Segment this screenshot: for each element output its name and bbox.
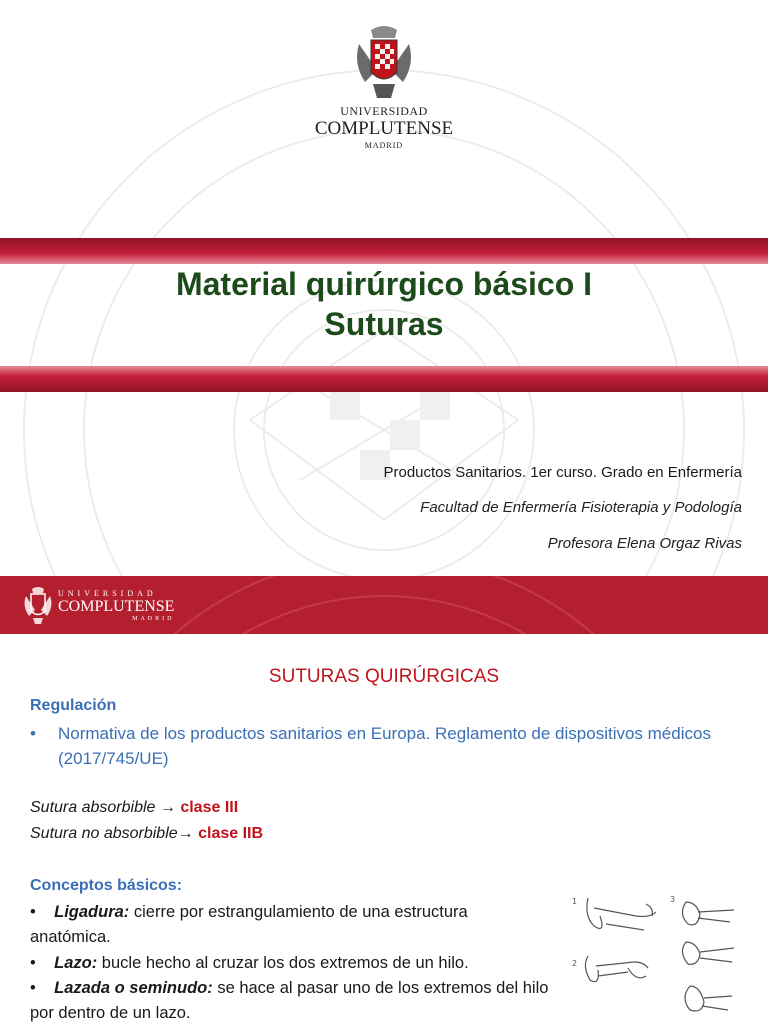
absorbable-label: Sutura absorbible <box>30 799 156 816</box>
bullet-icon: • <box>30 724 36 743</box>
regulation-bullet-text: Normativa de los productos sanitarios en Europa. Reglamento de dispositivos médicos (2017/745/UE) <box>58 724 711 768</box>
university-crest-icon <box>351 24 417 102</box>
header-logo-line3: MADRID <box>132 616 175 622</box>
university-crest-small-icon <box>22 586 54 626</box>
regulation-heading: Regulación <box>30 697 117 714</box>
concept-text: se hace al pasar uno de los extremos del hilo por dentro de un lazo. <box>30 979 549 1022</box>
bullet-icon: • <box>30 903 36 921</box>
header-logo-line1: UNIVERSIDAD <box>58 589 157 598</box>
concept-text: cierre por estrangulamiento de una estructura anatómica. <box>30 903 468 946</box>
non-absorbable-label: Sutura no absorbible <box>30 825 178 842</box>
concept-term: Lazo: <box>54 954 98 972</box>
concepts-heading: Conceptos básicos: <box>30 877 183 894</box>
header-logo <box>22 586 174 626</box>
slide-title-line2: Suturas <box>324 306 444 342</box>
concept-term: Lazada o seminudo: <box>54 979 213 997</box>
figure-label: 2 <box>572 959 578 968</box>
red-band-top <box>0 238 768 264</box>
non-absorbable-class: clase IIB <box>198 825 264 842</box>
bullet-icon: • <box>30 979 36 997</box>
red-band-bottom <box>0 366 768 392</box>
figure-label: 3 <box>670 895 676 904</box>
slide-title: SUTURAS QUIRÚRGICAS <box>268 666 500 687</box>
concept-item <box>30 951 550 976</box>
arrow-right-icon: → <box>159 799 176 816</box>
faculty-subtitle: Facultad de Enfermería Fisioterapia y Podología <box>420 499 742 516</box>
title-box <box>0 264 768 366</box>
arrow-right-icon: → <box>177 825 194 842</box>
logo-line-universidad: UNIVERSIDAD <box>340 104 428 118</box>
header-logo-line2: COMPLUTENSE <box>58 598 175 615</box>
concept-term: Ligadura: <box>54 903 130 921</box>
concept-item <box>30 976 550 1024</box>
professor-subtitle: Profesora Elena Orgaz Rivas <box>547 535 742 552</box>
logo-line-complutense: COMPLUTENSE <box>314 118 454 139</box>
bullet-icon: • <box>30 954 36 972</box>
slide-header-bar <box>0 576 768 634</box>
regulation-bullet <box>30 721 740 771</box>
concept-item <box>30 900 550 950</box>
university-logo <box>300 24 468 150</box>
non-absorbable-class-line <box>30 825 263 843</box>
slide-title-line1: Material quirúrgico básico I <box>175 266 593 302</box>
knot-tying-illustration <box>566 886 762 1024</box>
content-slide <box>0 576 768 1024</box>
course-subtitle: Productos Sanitarios. 1er curso. Grado en Enfermería <box>383 464 742 481</box>
absorbable-class-line <box>30 799 238 817</box>
concept-text: bucle hecho al cruzar los dos extremos de un hilo. <box>97 954 469 972</box>
figure-label: 1 <box>572 897 578 906</box>
absorbable-class: clase III <box>180 799 239 816</box>
logo-line-madrid: MADRID <box>364 141 404 150</box>
